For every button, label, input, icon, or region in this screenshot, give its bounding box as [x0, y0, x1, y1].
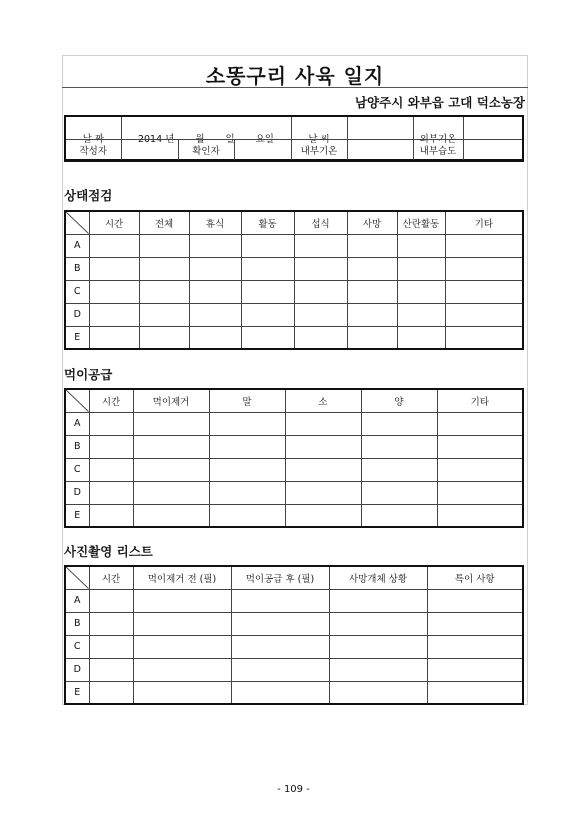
cell[interactable] — [285, 481, 361, 504]
column-header: 먹이제거 전 (필) — [133, 566, 231, 589]
cell[interactable] — [437, 412, 523, 435]
table-row — [65, 589, 523, 612]
row-label: E — [65, 504, 89, 527]
row-label: E — [65, 326, 89, 349]
cell[interactable] — [397, 303, 445, 326]
row-label: C — [65, 458, 89, 481]
writer-label: 작성자 — [65, 140, 121, 162]
row-label: E — [65, 681, 89, 704]
feeding-table — [64, 388, 524, 528]
cell[interactable] — [189, 234, 241, 257]
cell[interactable] — [133, 658, 231, 681]
cell[interactable] — [139, 280, 189, 303]
cell[interactable] — [445, 280, 523, 303]
cell[interactable] — [347, 303, 397, 326]
checker-label: 확인자 — [178, 140, 234, 162]
header-info-table-row2 — [64, 139, 524, 162]
cell[interactable] — [189, 303, 241, 326]
column-header: 휴식 — [189, 211, 241, 234]
column-header: 소 — [285, 389, 361, 412]
cell[interactable] — [285, 458, 361, 481]
cell[interactable] — [133, 589, 231, 612]
month-unit: 월 — [195, 134, 205, 145]
column-header: 전체 — [139, 211, 189, 234]
cell[interactable] — [361, 458, 437, 481]
cell[interactable] — [241, 303, 294, 326]
cell[interactable] — [329, 658, 427, 681]
cell[interactable] — [361, 435, 437, 458]
cell[interactable] — [437, 481, 523, 504]
cell[interactable] — [89, 458, 133, 481]
cell[interactable] — [89, 635, 133, 658]
cell[interactable] — [139, 257, 189, 280]
cell[interactable] — [285, 412, 361, 435]
cell[interactable] — [294, 303, 347, 326]
cell[interactable] — [285, 504, 361, 527]
cell[interactable] — [361, 481, 437, 504]
column-header: 시간 — [89, 389, 133, 412]
photo-table — [64, 565, 524, 705]
row-label: C — [65, 280, 89, 303]
row-label: B — [65, 612, 89, 635]
cell[interactable] — [241, 326, 294, 349]
column-header: 기타 — [437, 389, 523, 412]
cell[interactable] — [89, 326, 139, 349]
row-label: A — [65, 412, 89, 435]
cell[interactable] — [347, 257, 397, 280]
cell[interactable] — [397, 280, 445, 303]
date-label: 날 짜 — [65, 116, 121, 160]
cell[interactable] — [347, 234, 397, 257]
column-header: 시간 — [89, 566, 133, 589]
cell[interactable] — [89, 504, 133, 527]
cell[interactable] — [329, 612, 427, 635]
cell[interactable] — [89, 658, 133, 681]
writer-field[interactable] — [121, 140, 178, 162]
cell[interactable] — [397, 326, 445, 349]
table-row — [65, 481, 523, 504]
cell[interactable] — [231, 612, 329, 635]
row-label: B — [65, 257, 89, 280]
cell[interactable] — [329, 635, 427, 658]
cell[interactable] — [139, 234, 189, 257]
table-row — [65, 412, 523, 435]
cell[interactable] — [347, 280, 397, 303]
cell[interactable] — [209, 504, 285, 527]
corner-diagonal-cell — [65, 389, 89, 412]
cell[interactable] — [427, 612, 523, 635]
cell[interactable] — [209, 412, 285, 435]
column-header: 활동 — [241, 211, 294, 234]
checker-field[interactable] — [234, 140, 291, 162]
page-number: - 109 - — [277, 784, 310, 795]
cell[interactable] — [133, 412, 209, 435]
table-row — [65, 681, 523, 704]
row-label: C — [65, 635, 89, 658]
cell[interactable] — [241, 234, 294, 257]
column-header: 특이 사항 — [427, 566, 523, 589]
cell[interactable] — [285, 435, 361, 458]
cell[interactable] — [133, 458, 209, 481]
table-row — [65, 234, 523, 257]
cell[interactable] — [427, 589, 523, 612]
cell[interactable] — [231, 635, 329, 658]
cell[interactable] — [361, 412, 437, 435]
cell[interactable] — [329, 589, 427, 612]
cell[interactable] — [361, 504, 437, 527]
cell[interactable] — [437, 504, 523, 527]
column-header: 사망개체 상황 — [329, 566, 427, 589]
cell[interactable] — [445, 303, 523, 326]
outer-temp-label: 외부기온 — [413, 116, 463, 160]
weather-label: 날 씨 — [291, 116, 347, 160]
corner-diagonal-cell — [65, 566, 89, 589]
cell[interactable] — [89, 681, 133, 704]
row-label: A — [65, 234, 89, 257]
inner-humidity-field[interactable] — [463, 140, 523, 162]
cell[interactable] — [397, 234, 445, 257]
cell[interactable] — [89, 412, 133, 435]
column-header: 먹이제거 — [133, 389, 209, 412]
cell[interactable] — [89, 303, 139, 326]
cell[interactable] — [209, 458, 285, 481]
row-label: A — [65, 589, 89, 612]
table-row — [65, 658, 523, 681]
cell[interactable] — [89, 234, 139, 257]
page-title: 소똥구리 사육 일지 — [205, 64, 385, 88]
inner-humidity-label: 내부습도 — [413, 140, 463, 162]
row-label: D — [65, 658, 89, 681]
table-row — [65, 435, 523, 458]
inner-temp-field[interactable] — [347, 140, 413, 162]
cell[interactable] — [89, 257, 139, 280]
cell[interactable] — [133, 635, 231, 658]
cell[interactable] — [89, 589, 133, 612]
cell[interactable] — [294, 280, 347, 303]
column-header: 말 — [209, 389, 285, 412]
row-label: D — [65, 303, 89, 326]
year-value: 2014 — [137, 134, 163, 145]
weekday-unit: 요일 — [255, 134, 274, 145]
cell[interactable] — [133, 435, 209, 458]
cell[interactable] — [294, 257, 347, 280]
table-row — [65, 326, 523, 349]
corner-diagonal-cell — [65, 211, 89, 234]
table-row — [65, 635, 523, 658]
cell[interactable] — [397, 257, 445, 280]
cell[interactable] — [133, 481, 209, 504]
cell[interactable] — [294, 234, 347, 257]
cell[interactable] — [241, 280, 294, 303]
title-divider — [62, 87, 528, 88]
cell[interactable] — [89, 612, 133, 635]
table-row — [65, 612, 523, 635]
cell[interactable] — [241, 257, 294, 280]
day-unit: 일 — [225, 134, 235, 145]
table-row — [65, 458, 523, 481]
column-header: 기타 — [445, 211, 523, 234]
cell[interactable] — [133, 612, 231, 635]
cell[interactable] — [427, 635, 523, 658]
cell[interactable] — [231, 589, 329, 612]
status-section-title: 상태점검 — [64, 188, 113, 203]
feeding-section-title: 먹이공급 — [64, 367, 113, 382]
column-header: 먹이공급 후 (필) — [231, 566, 329, 589]
table-row — [65, 257, 523, 280]
cell[interactable] — [189, 280, 241, 303]
cell[interactable] — [445, 257, 523, 280]
cell[interactable] — [189, 257, 241, 280]
status-table — [64, 210, 524, 350]
cell[interactable] — [133, 504, 209, 527]
cell[interactable] — [294, 326, 347, 349]
cell[interactable] — [89, 435, 133, 458]
farm-name: 남양주시 와부읍 고대 덕소농장 — [354, 95, 525, 110]
cell[interactable] — [89, 280, 139, 303]
cell[interactable] — [427, 681, 523, 704]
column-header: 사망 — [347, 211, 397, 234]
row-label: B — [65, 435, 89, 458]
cell[interactable] — [231, 658, 329, 681]
column-header: 양 — [361, 389, 437, 412]
row-label: D — [65, 481, 89, 504]
cell[interactable] — [231, 681, 329, 704]
cell[interactable] — [329, 681, 427, 704]
cell[interactable] — [437, 458, 523, 481]
cell[interactable] — [347, 326, 397, 349]
column-header: 시간 — [89, 211, 139, 234]
table-row — [65, 280, 523, 303]
year-unit: 년 — [165, 134, 175, 145]
cell[interactable] — [139, 303, 189, 326]
cell[interactable] — [445, 326, 523, 349]
cell[interactable] — [139, 326, 189, 349]
column-header: 산란활동 — [397, 211, 445, 234]
table-row — [65, 504, 523, 527]
cell[interactable] — [427, 658, 523, 681]
cell[interactable] — [209, 435, 285, 458]
photo-section-title: 사진촬영 리스트 — [64, 544, 153, 559]
cell[interactable] — [209, 481, 285, 504]
cell[interactable] — [89, 481, 133, 504]
table-row — [65, 303, 523, 326]
cell[interactable] — [445, 234, 523, 257]
cell[interactable] — [133, 681, 231, 704]
cell[interactable] — [437, 435, 523, 458]
inner-temp-label: 내부기온 — [291, 140, 347, 162]
cell[interactable] — [189, 326, 241, 349]
column-header: 섭식 — [294, 211, 347, 234]
